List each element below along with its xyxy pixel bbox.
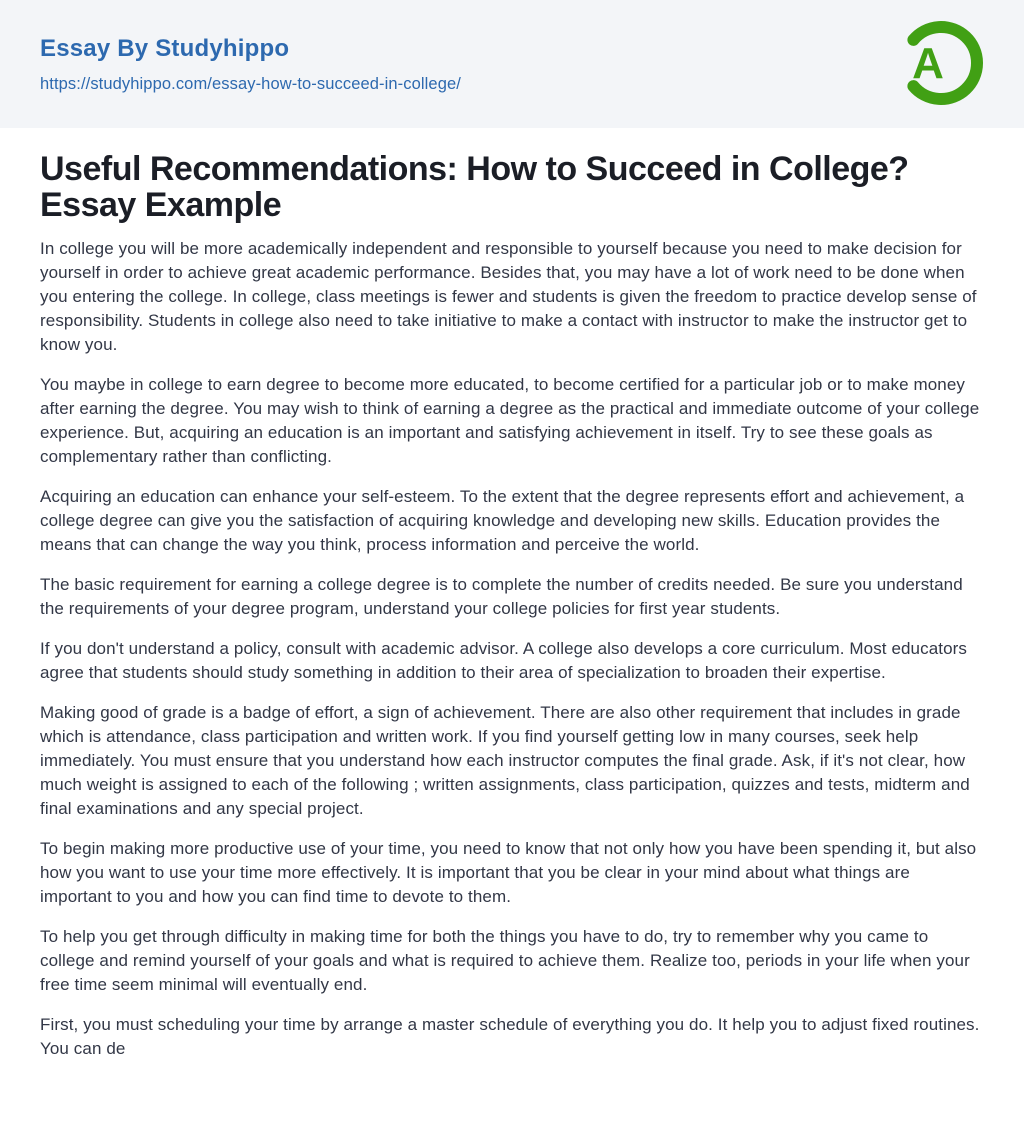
essay-body — [40, 237, 984, 1061]
header-text-block — [40, 35, 461, 94]
essay-content — [0, 151, 1024, 1061]
essay-paragraph: In college you will be more academically independent and responsible to yourself because you need to make decision for yourself in order to achieve great academic performance. Besides that, you may have a lot of work need to be done when you entering the college. In college, class meetings is fewer and students is given the freedom to practice develop sense of responsibility. Students in college also need to take initiative to make a contact with instructor to make the instructor get to know you. — [40, 239, 977, 354]
essay-paragraph: Making good of grade is a badge of effort, a sign of achievement. There are also other requirement that includes in grade which is attendance, class participation and written work. If you find yourself getting low in many courses, seek help immediately. You must ensure that you understand how each instructor computes the final grade. Ask, if it's not clear, how much weight is assigned to each of the following ; written assignments, class participation, quizzes and tests, midterm and final examinations and any special project. — [40, 703, 970, 818]
essay-paragraph: First, you must scheduling your time by arrange a master schedule of everything you do. It help you to adjust fixed routines. You can de — [40, 1015, 980, 1058]
essay-url-link[interactable]: https://studyhippo.com/essay-how-to-succeed-in-college/ — [40, 74, 461, 93]
essay-paragraph: If you don't understand a policy, consult with academic advisor. A college also develops a core curriculum. Most educators agree that students should study something in addition to their area of specialization to broaden their expertise. — [40, 639, 968, 682]
essay-paragraph: You maybe in college to earn degree to become more educated, to become certified for a particular job or to make money after earning the degree. You may wish to think of earning a degree as the practical and immediate outcome of your college experience. But, acquiring an education is an important and satisfying achievement in itself. Try to see these goals as complementary rather than conflicting. — [40, 375, 980, 466]
logo-letter: A — [912, 39, 944, 88]
essay-paragraph: To begin making more productive use of your time, you need to know that not only how you have been spending it, but also how you want to use your time more effectively. It is important that you be clear in your mind about what things are important to you and how you can find time to devote to them. — [40, 839, 977, 906]
site-title: Essay By Studyhippo — [40, 34, 290, 62]
essay-title: Useful Recommendations: How to Succeed in College? Essay Example — [40, 150, 909, 224]
studyhippo-logo-icon — [896, 17, 986, 109]
essay-paragraph: The basic requirement for earning a college degree is to complete the number of credits needed. Be sure you understand the requirements of your degree program, understand your college policies for first year students. — [40, 575, 963, 618]
essay-paragraph: To help you get through difficulty in making time for both the things you have to do, try to remember why you came to college and remind yourself of your goals and what is required to achieve them. Realize too, periods in your life when your free time seem minimal will eventually end. — [40, 927, 970, 994]
essay-paragraph: Acquiring an education can enhance your self-esteem. To the extent that the degree represents effort and achievement, a college degree can give you the satisfaction of acquiring knowledge and developing new skills. Education provides the means that can change the way you think, process information and perceive the world. — [40, 487, 965, 554]
page-header — [0, 0, 1024, 128]
